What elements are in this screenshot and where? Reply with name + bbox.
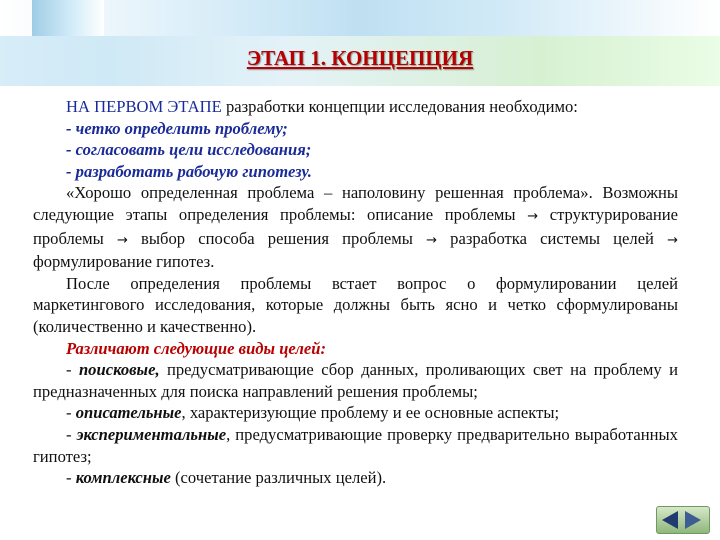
slide-body xyxy=(33,96,678,489)
arrow-icon: → xyxy=(116,232,128,248)
goal-desc: (сочетание различных целей). xyxy=(170,468,387,488)
task-item xyxy=(33,161,678,183)
triangle-left-icon[interactable] xyxy=(662,511,678,529)
goal-dash: - xyxy=(66,360,79,380)
goal-item xyxy=(33,402,678,424)
goal-item xyxy=(33,467,678,489)
goal-desc: , предусматривающие проверку предварительно выработанных гипотез; xyxy=(33,424,678,466)
task-item xyxy=(33,139,678,161)
intro-rest: разработки концепции исследования необходимо: xyxy=(221,97,578,116)
problem-quote: «Хорошо определенная проблема – наполовину решенная проблема». Возможны следующие этапы определения проблемы: описание проблемы xyxy=(33,183,678,224)
goal-dash: - xyxy=(66,424,77,444)
goal-desc: предусматривающие сбор данных, проливающих свет на проблему и предназначенных для поиска направлений решения проблемы; xyxy=(33,360,678,401)
arrow-icon: → xyxy=(426,232,437,248)
problem-step: формулирование гипотез. xyxy=(33,252,215,272)
slide-nav xyxy=(656,506,710,534)
triangle-right-icon[interactable] xyxy=(685,511,701,529)
problem-step: структурирование проблемы xyxy=(33,204,678,248)
header-decor-stripe xyxy=(32,0,104,40)
problem-step: разработка системы целей xyxy=(437,228,668,248)
goal-desc: , характеризующие проблему и ее основные аспекты; xyxy=(181,403,560,423)
goal-term: поисковые, xyxy=(78,360,160,380)
intro-lead: НА ПЕРВОМ ЭТАПЕ xyxy=(66,97,222,116)
slide-title: ЭТАП 1. КОНЦЕПЦИЯ xyxy=(246,46,474,70)
intro-paragraph xyxy=(33,96,678,118)
problem-paragraph xyxy=(33,182,678,272)
task-item xyxy=(33,118,678,140)
arrow-icon: → xyxy=(527,208,539,224)
task-text: - четко определить проблему; xyxy=(66,118,288,138)
goals-heading-text: Различают следующие виды целей: xyxy=(66,338,327,358)
arrow-icon: → xyxy=(667,232,679,248)
goal-term: описательные xyxy=(75,403,182,423)
goal-dash: - xyxy=(66,403,76,423)
task-text: - разработать рабочую гипотезу. xyxy=(66,161,312,181)
problem-step: выбор способа решения проблемы xyxy=(127,228,427,248)
goals-heading xyxy=(33,338,678,360)
goal-term: комплексные xyxy=(75,468,171,488)
goal-term: экспериментальные xyxy=(76,424,227,444)
goal-item xyxy=(33,424,678,467)
goals-paragraph: После определения проблемы встает вопрос о формулировании целей маркетингового исследования, которые должны быть ясно и четко сформулированы (количественно и качественно). xyxy=(33,273,678,336)
header-sky-band xyxy=(0,0,720,40)
task-text: - согласовать цели исследования; xyxy=(66,140,312,160)
goal-item xyxy=(33,359,678,402)
goal-dash: - xyxy=(66,468,76,488)
